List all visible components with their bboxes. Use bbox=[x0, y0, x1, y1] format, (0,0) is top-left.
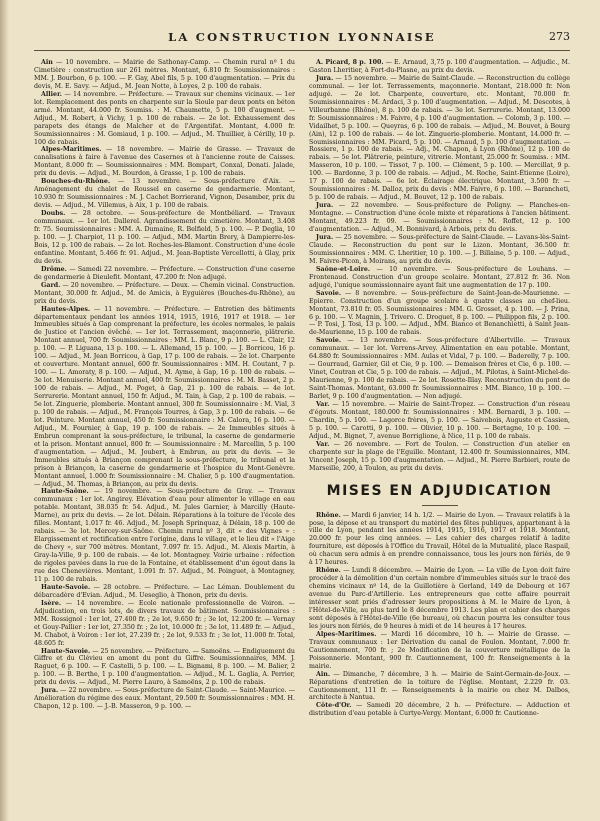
section-divider bbox=[422, 505, 458, 506]
entry-paragraph: Rhône. — Mardi 6 janvier, 14 h. 1/2. — Mairie de Lyon. — Travaux relatifs à la pose, la dépose et au transport du matériel des fêtes publiques, appartenant à la ville de Lyon, pendant les années 1914, 1915, 1916, 1917 et 1918. Montant, 20.000 fr. pour les cinq années. — Les cahier des charges relatif à ladite fourniture, est déposés à l'Office du Travail, Hôtel de la Mutualité, place Raspail, où chacun sera admis à en prendre connaissance, tous les jours non fériés, de 9 à 17 heures. bbox=[309, 511, 570, 567]
entry-paragraph: Côte-d'Or. — Samedi 20 décembre, 2 h. — Préfecture. — Adduction et distribution d'eau potable à Curtye-Vergy. Montant, 6.000 fr. Cautionne- bbox=[309, 702, 570, 718]
left-column bbox=[34, 59, 295, 821]
entry-paragraph: Haute-Savoie. — 25 novembre. — Préfecture. — Samoëns. — Endiguement du Giffre et du Clévieu en amont du pont du Giffre. Soumissionnaires, MM. J. Raguet, 6 p. 100. — F. Castelli, 5 p. 100. — L. Bignami, 8 p. 100. — M. Balier, 2 p. 100. — B. Berthe, 1 p. 100 d'augmentation. — Adjud., M. L. Gaglia, A. Perrier, prix du devis. — Adjud., M. Pierre Lauro, à Samoëns, 2 p. 100 de rabais. bbox=[34, 647, 295, 687]
entry-paragraph: Savoie. — 13 novembre. — Sous-préfecture d'Albertville. — Travaux communaux. — 1er lot. Verrens-Arvey. Alimentation en eau potable. Montant, 64.880 fr. Soumissionnaires : MM. Aulas et Vidal, 7 p. 100. — Baderelly, 7 p. 100. — Gourraud, Garnier, Gil et Cie, 9 p. 100. — Demaison frères et Cie, 6 p. 100. — Vinet, Coutran et Cie, 5 p. 100 de rabais. — Adjud., M. Pilotas, à Saint-Michel-de-Maurienne, 9 p. 100 de rabais. — 2e lot. Rosette-Illay. Reconstruction du pont de Saint-Thomas. Montant, 63.000 fr. Soumissionnaires : MM. Bianco, 10 p. 100. — Barlet, 9 p. 100 d'augmentation. — Non adjugé. bbox=[309, 337, 570, 401]
entry-paragraph: Savoie. — 8 novembre. — Sous-préfecture de Saint-Jean-de-Maurienne. — Epierre. Construction d'un groupe scolaire à quatre classes au chef-lieu. Montant, 73.810 fr. 05. Soumissionnaires : MM. G. Grosset, 4 p. 100. — J. Prina, 6 p. 100. — V. Magnin, J. Trivero. C. Droguet, 8 p. 100. — Philippon fils, 2 p. 100. — P. Tosi, J. Tosi, 13 p. 100. — Adjud., MM. Bianco et Benanchietti, à Saint Jean-de-Maurienne, 15 p. 100 de rabais. bbox=[309, 289, 570, 337]
results-list bbox=[309, 59, 570, 473]
entry-paragraph: Drôme. — Samedi 22 novembre. — Préfecture. — Construction d'une caserne de gendarmerie à Dieulefit. Montant, 47.200 fr. Non adjugé. bbox=[34, 265, 295, 281]
entry-paragraph: Hautes-Alpes. — 11 novembre. — Préfecture. — Entretien des bâtiments départementaux pendant les années 1914, 1915, 1916, 1917 et 1918. — 1er Immeubles situés à Gap comprenant la préfecture, les écoles normales, le palais de Justice et l'ancien évêché. — 1er lot. Terrassement, maçonnerie, plâtrerie. Montant annuel, 700 fr. Soumissionnaires : MM. L. Blanc, 9 p. 100. — L. Clair, 12 p. 100. — P. Liguana, 13 p. 100. — L. Allemand, 15 p. 100. — J. Borricou, 16 p. 100. — Adjud., M. Jean Borricou, à Gap, 17 p. 100 de rabais. — 2e lot. Charpente et couverture. Montant annuel, 600 fr. Soumissionnaires : MM. H. Coutant, 7 p. 100. — L. Amoraty, 8 p. 100. — Adjud., M. Ayme, à Gap, 16 p. 100 de rabais. — 3e lot. Menuiserie. Montant annuel, 400 fr. Soumissionnaires : M. M. Basset, 2 p. 100 de rabais. — Adjud., M. Poget, à Gap, 21 p. 100 de rabais. — 4e lot. Serrurerie. Montant annuel, 150 fr. Adjud., M. Tain, à Gap, 2 p. 100 de rabais. — 5e lot. Zinguerie, plomberie. Montant annuel, 300 fr. Soumissionnaire : M. Vial, 3 p. 100 de rabais. — Adjud., M. François Tourres, à Gap, 3 p. 100 de rabais. — 6e lot. Peinture. Montant annuel, 450 fr. Soumissionnaire : M. Calora, 16 p. 100. — Adjud., M. Fournier, à Gap, 19 p. 100 de rabais. — 2e Immeubles situés à Embrun comprenant la sous-préfecture, le tribunal, la caserne de gendarmerie et la prison. Montant annuel, 800 fr. — Soumissionnaire : M. Marcellin, 5 p. 100 d'augmentation. — Adjud., M. Joubert, à Embrun, au prix du devis. — 3e Immeubles situés à Briançon comprenant la sous-préfecture, le tribunal et la prison à Briançon, la caserne de gendarmerie et l'hospice du Mont-Genèvre. Montant annuel, 1.000 fr. Soumissionnaire : M. Chalier, 5 p. 100 d'augmentation. — Adjud., M. Thomas, à Briançon, au prix du devis. bbox=[34, 305, 295, 488]
entry-paragraph: Var. — 26 novembre. — Fort de Toulon. — Construction d'un atelier en charpente sur la plage de l'Eguille. Montant, 12.400 fr. Soumissionnaires, MM. Vincent Joseph, 15 p. 100 d'augmentation. — Adjud., M. Pierre Barbieri, route de Marseille, 200, à Toulon, au prix du devis. bbox=[309, 440, 570, 472]
entry-department: Haute-Saône. bbox=[41, 488, 89, 496]
entry-department: Bouches-du-Rhône. bbox=[41, 178, 111, 186]
adjudication-list bbox=[309, 512, 570, 719]
entry-paragraph: A. Picard, 8 p. 100. — E. Arnaud, 3,75 p. 100 d'augmentation. — Adjudic., M. Gaston Lheritier, à Fort-du-Plasne, au prix du devis. bbox=[309, 59, 570, 74]
entry-department: Saône-et-Loire. bbox=[316, 265, 371, 273]
entry-department: Alpes-Maritimes. bbox=[41, 146, 102, 154]
entry-department: Isère. bbox=[41, 599, 62, 607]
entry-paragraph: Jura. — 25 novembre. — Sous-préfecture de Saint-Claude. — Lavans-lès-Saint-Claude. — Reconstruction du pont sur le Lizon. Montant, 36.500 fr. Soumissionnaires : MM. C. Lheritier, 10 p. 100. — J. Billaine, 5 p. 100. — Adjud., M. Faivre-Picon, à Moirans, au prix du devis. bbox=[309, 233, 570, 265]
entry-paragraph: Bouches-du-Rhône. — 13 novembre. — Sous-préfecture d'Aix. — Aménagement du chalet de Roussel en caserne de gendarmerie. Montant, 10.930 fr. Soumissionnaires : M. J. Cachet Borrierand, Vignon, Desamber, prix du devis. — Adjud., M. Villemus, à Aix, 1 p. 100 de rabais. bbox=[34, 178, 295, 210]
page-header bbox=[34, 26, 570, 51]
entry-department: Hautes-Alpes. bbox=[41, 305, 91, 313]
running-title: LA CONSTRUCTION LYONNAISE bbox=[168, 30, 436, 44]
entry-paragraph: Ain. — Dimanche, 7 décembre, 3 h. — Mairie de Saint-Germain-de-Joux. — Réparations d'entretien de la toiture de l'église. Montant, 2.229 fr. 03. Cautionnement, 111 fr. — Renseignements à la mairie ou chez M. Dalbos, architecte à Nantua. bbox=[309, 670, 570, 702]
entry-department: Ain bbox=[41, 59, 53, 66]
entry-paragraph: Doubs. — 28 octobre. — Sous-préfecture de Montbéliard. — Travaux communaux. — 1er lot. Dallerel. Agrandissement du cimetière. Montant, 3.408 fr. 75. Soumissionnaires : MM. A. Dumaine, R. Belfield, 5 p. 100. — P. Deglia, 10 p. 100. — J. Charpiot, 11 p. 100. — Adjud., MM. Martin Brery, à Dampierre-les-Bois, 12 p. 100 de rabais. — 2e lot. Roches-les-Blamont. Construction d'une école enfantine. Montant, 5.466 fr. 91. Adjud., M. Jean-Baptiste Vercellotti, à Glay, prix du devis. bbox=[34, 210, 295, 265]
entry-department: A. Picard, 8 p. 100. bbox=[316, 59, 384, 66]
entry-paragraph: Jura. — 22 novembre. — Sous-préfecture de Saint-Claude. — Saint-Maurice. — Amélioration du régime des eaux. Montant, 29.500 fr. Soumissionnaires : MM. H. Chapon, 12 p. 100. — J.-B. Masseron, 9 p. 100. — bbox=[34, 687, 295, 711]
entry-paragraph: Jura. — 22 novembre. — Sous-préfecture de Poligny. — Planches-en-Montagne. — Construction d'une école mixte et réparations à l'ancien bâtiment. Montant, 49.223 fr. 09. — Soumissionnaires : M. Roffet, 12 p. 100 d'augmentation. — Adjud., M. Bonnivard, à Arbois, prix du devis. bbox=[309, 202, 570, 234]
entry-paragraph: Ain — 10 novembre. — Mairie de Sathonay-Camp. — Chemin rural nº 1 du Cimetière : construction sur 261 mètres. Montant, 6.810 fr. Soumissionnaires : MM. J. Bourbon, 6 p. 100. — F. Gay, Abel fils, 5 p. 100 d'augmentation. — Prix du devis, M. E. Savy. — Adjud., M. Jean Notte, à Loyes, 2 p. 100 de rabais. bbox=[34, 59, 295, 90]
page-number: 273 bbox=[549, 30, 570, 43]
entry-department: Rhône. bbox=[316, 567, 341, 575]
entry-paragraph: Alpes-Maritimes. — Mardi 16 décembre, 10 h. — Mairie de Grasse. — Travaux communaux : 1er Dérivation du canal de Foulon. Montant, 7.000 fr. Cautionnement, 700 fr. ; 2e Modification de la couverture métallique de la Poissonnerie. Montant, 900 fr. Cautionnement, 100 fr. Renseignements à la mairie. bbox=[309, 630, 570, 670]
entry-paragraph: Allier. — 14 novembre. — Préfecture. — Travaux sur chemins vicinaux. — 1er lot. Remplacement des ponts en charpente sur la Sioule par deux ponts en béton armé. Montant, 44.000 fr. Soumiss. : M. Chaumette, 5 p. 100 d'augment. — Adjud., M. Robert, à Vichy, 1 p. 100 de rabais. — 2e lot. Exhaussement des parapets des étangs de Malcher et de l'Argentifat. Montant, 4.000 fr. Soumissionnaires : M. Gomiaud, 1 p. 100. — Adjud., M. Thuillier, à Cérilly, 10 p. 100 de rabais. bbox=[34, 90, 295, 146]
entry-department: Var. bbox=[316, 400, 330, 408]
entry-paragraph: Gard. — 20 novembre. — Préfecture. — Deux. — Chemin vicinal. Construction. Montant, 30.000 fr. Adjud., M. de Amicis, à Eyguières (Bouches-du-Rhône), au prix du devis. bbox=[34, 281, 295, 305]
entry-department: Ain. bbox=[316, 670, 331, 678]
entry-department: Jura. bbox=[316, 74, 334, 82]
entry-paragraph: Haute-Savoie. — 28 octobre. — Préfecture. — Lac Léman. Doublement du débarcadère d'Evian. Adjud., M. Ueseglio, à Thonon, prix du devis. bbox=[34, 583, 295, 599]
entry-department: Jura. bbox=[41, 687, 59, 695]
entry-department: Côte-d'Or. bbox=[316, 702, 352, 710]
entry-paragraph: Rhône. — Lundi 8 décembre. — Mairie de Lyon. — La ville de Lyon doit faire procéder à la démolition d'un certain nombre d'immeubles situés sur le tracé des chemins vicinaux nº 14, de la Guillotière à Gerland, 149 de Debourg et 167 avenue du Parc-d'Artillerie. Les entrepreneurs que cette affaire pourrait intéresser sont priés d'adresser leurs propositions à M. le Maire de Lyon, à l'Hôtel-de-Ville, au plus tard le 8 décembre 1913. Les plan et cahier des charges sont déposés à l'Hôtel-de-Ville (6e bureau), où chacun pourra les consulter tous les jours non fériés, de 9 heures à midi et de 14 heures à 17 heures. bbox=[309, 567, 570, 630]
entry-department: Savoie. bbox=[316, 289, 342, 297]
entry-department: Haute-Savoie. bbox=[41, 583, 91, 591]
text-columns bbox=[34, 59, 570, 821]
right-column bbox=[309, 59, 570, 821]
entry-paragraph: Isère. — 14 novembre. — Ecole nationale professionnelle de Voiron. — Adjudication, en trois lots, de divers travaux de bâtiment. Soumissionnaires : MM. Rossignol : 1er lot, 27.400 fr. ; 2e lot, 9.650 fr. ; 3e lot, 12.200 fr. — Vernay et Gouy-Pallier : 1er lot, 27.350 fr. ; 2e lot, 10.000 fr. ; 3e lot, 11.489 fr. — Adjud., M. Chabot, à Voiron : 1er lot, 27.239 fr. ; 2e lot, 9.533 fr. ; 3e lot, 11.000 fr. Total, 48.605 fr. bbox=[34, 599, 295, 647]
page-binding-shadow bbox=[0, 0, 9, 821]
entry-paragraph: Haute-Saône. — 19 novembre. — Sous-préfecture de Gray. — Travaux communaux : 1er lot. Angirey. Elévation d'eau pour alimenter le village en eau potable. Montant, 38.035 fr. 54. Adjud., M. Jules Garnier, à Marcilly (Haute-Marne), au prix du devis. — 2e lot. Délain. Réparations à la toiture de l'école des filles. Montant, 1.017 fr. 46. Adjud., M. Joseph Sprinquaz, à Délain, 18 p. 100 de rabais. — 3e lot. Mercey-sur-Saône. Chemin rural nº 3, dit « des Vignes » : Elargissement et rectification entre l'origine, dans le village, et le lieu dit « l'Aige de Chevy », sur 700 mètres. Montant, 7.097 fr. 15. Adjud., M. Alexis Martin, à Gray-la-Ville, 9 p. 100 de rabais. — 4e lot. Montagney. Voirie urbaine : réfection de rigoles pavées dans la rue de la Fontaine, et établissement d'un égout dans la rue des Chenevières. Montant, 1.091 fr. 57. Adjud., M. Poinguet, à Montagney, 11 p. 100 de rabais. bbox=[34, 488, 295, 583]
entry-department: Haute-Savoie. bbox=[41, 647, 91, 655]
entry-department: Allier. bbox=[41, 90, 62, 98]
entry-department: Rhône. bbox=[316, 511, 341, 519]
entry-department: Alpes-Maritimes. bbox=[316, 630, 377, 638]
entry-department: Savoie. bbox=[316, 337, 342, 345]
entry-department: Doubs. bbox=[41, 210, 66, 218]
entry-paragraph: Jura. — 15 novembre. — Mairie de Saint-Claude. — Reconstruction du collège communal. — 1er lot. Terrassements, maçonnerie. Montant, 218.000 fr. Non adjugé. — 2e lot. Charpente, couverture, etc. Montant, 70.000 fr. Soumissionnaires : M. Ardaci, 3 p. 100 d'augmentation. — Adjud., M. Descotes, à Villeurbanne (Rhône), 8 p. 100 de rabais. — 3e lot. Serrurerie. Montant, 13.000 fr. Soumissionnaires : M. Faivre, 4 p. 100 d'augmentation. — Colomb, 3 p. 100. — Vidailhet, 5 p. 100. — Queyras, 6 p. 100 de rabais. — Adjud., M. Bouvet, à Bourg (Ain), 12 p. 100 de rabais. — 4e lot. Zinguerie-plomberie. Montant, 14.000 fr. — Soumissionnaires : MM. Picard, 5 p. 100. — Arnaud, 5 p. 100 d'augmentation. — Rossiere, 1 p. 100 de rabais. — Adj., M. Chapon, à Lyon (Rhône), 12 p. 100 de rabais. — 5e lot. Plâtrerie, peinture, vitrerie. Montant, 25.000 fr. Soumiss. : MM. Masseron, 10 p. 100. — Tissot, 7 p. 100. — Clément, 5 p. 100. — Mercillat, 9 p. 100. — Bardonne, 3 p. 100 de rabais. — Adjud., M. Roche, Saint-Étienne (Loire), 17 p. 100 de rabais. — 6e lot. Éclairage électrique. Montant, 3.500 fr. — Soumissionnaires : M. Dalloz, prix du devis : MM. Faivre, 6 p. 100. — Barancheti, 5 p. 100 de rabais. — Adjud., M. Bouvet, 12 p. 100 de rabais. bbox=[309, 74, 570, 202]
entry-paragraph: Alpes-Maritimes. — 18 novembre. — Mairie de Grasse. — Travaux de canalisations à faire à l'avenue des Casernes et à l'ancienne route de Caisses. Montant, 8.000 fr. — Soumissionnaires : MM. Bompart, Conxal, Donati. Jalade, prix du devis. — Adjud., M. Bourdon, à Grasse, 1 p. 100 de rabais. bbox=[34, 146, 295, 178]
section-title: MISES EN ADJUDICATION bbox=[326, 482, 553, 499]
entry-department: Drôme. bbox=[41, 265, 67, 273]
entry-department: Var. bbox=[316, 440, 330, 448]
entry-department: Jura. bbox=[316, 233, 334, 241]
entry-paragraph: Saône-et-Loire. — 10 novembre. — Sous-préfecture de Louhans. — Frontenaud. Construction d'un groupe scolaire. Montant, 27.812 fr. 36. Non adjugé, l'unique soumissionnaire ayant fait une augmentation de 17 p. 100. bbox=[309, 265, 570, 289]
entry-paragraph: Var. — 15 novembre. — Mairie de Saint-Tropez. — Construction d'un réseau d'égouts. Montant, 180.000 fr. Soumissionnaires : MM. Bernardi, 3 p. 100. — Chardin, 5 p. 100. — Lagorce frères, 5 p. 100. — Saivebois, Auguste et Cassien, 5 p. 100. — Carotti, 9 p. 100. — Olivier, 10 p. 100. — Bertagne, 10 p. 100. — Adjud., M. Bignet, 7, avenue Borriglione, à Nice, 11 p. 100 de rabais. bbox=[309, 400, 570, 440]
entry-department: Gard. bbox=[41, 281, 61, 289]
entry-department: Jura. bbox=[316, 202, 334, 210]
